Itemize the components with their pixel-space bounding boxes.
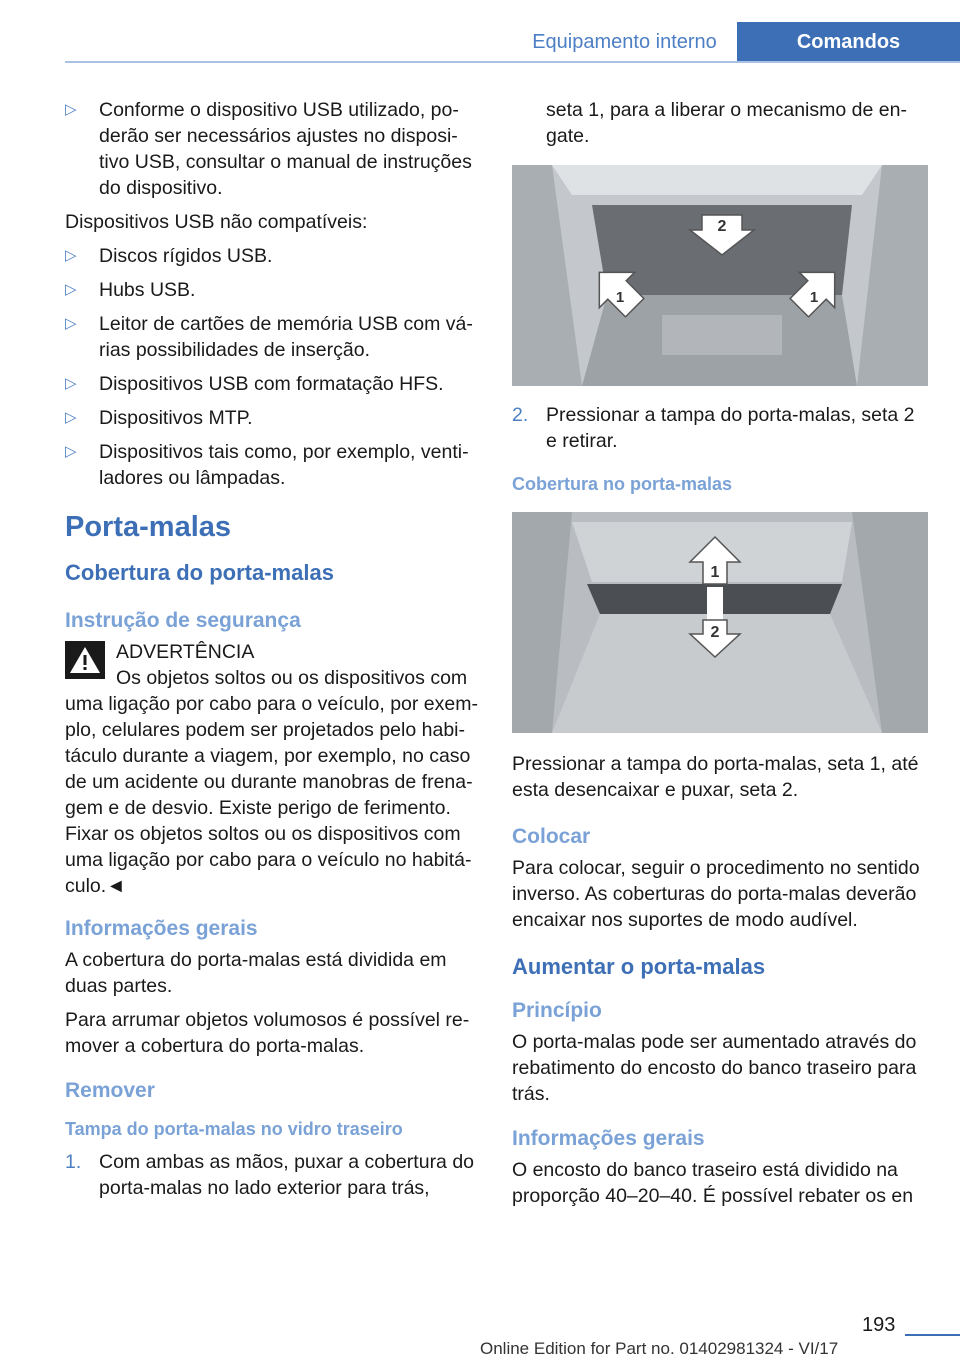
safety-heading: Instrução de segurança — [65, 609, 301, 632]
list-item: ▷ Leitor de cartões de memória USB com várias possibilidades de inserção. — [65, 313, 473, 361]
triangle-bullet-icon: ▷ — [65, 315, 77, 332]
trunk-cover-figure — [512, 512, 928, 733]
triangle-bullet-icon: ▷ — [65, 409, 77, 426]
page-number: 193 — [862, 1314, 896, 1336]
subsection-title: Cobertura do porta-malas — [65, 560, 334, 585]
header-chapter-tab[interactable]: Comandos — [737, 22, 960, 62]
usb-notes-list — [65, 97, 479, 201]
step-continuation: seta 1, para a liberar o mecanismo de engate. — [546, 99, 907, 147]
principio-paragraph: O porta-malas pode ser aumentado através do rebatimento do encosto do banco traseiro para trás. — [512, 1031, 917, 1105]
list-item: ▷ Conforme o dispositivo USB utilizado, poderão ser necessários ajustes no dispositivo USB, consultar o manual de instruções do dispositivo. — [65, 99, 472, 199]
incompatible-title: Dispositivos USB não compatíveis: — [65, 211, 368, 233]
list-item: ▷ Dispositivos tais como, por exemplo, ventiladores ou lâmpadas. — [65, 441, 469, 489]
list-item: ▷ Dispositivos USB com formatação HFS. — [65, 373, 444, 395]
remove-steps-cont — [512, 402, 928, 454]
edition-text: Online Edition for Part no. 01402981324 - VI/17 — [480, 1339, 839, 1358]
triangle-bullet-icon: ▷ — [65, 281, 77, 298]
info2-paragraph: O encosto do banco traseiro está dividido na proporção 40–20–40. É possível rebater os en — [512, 1159, 914, 1207]
list-item: 2. Pressionar a tampa do porta-malas, seta 2 e retirar. — [512, 404, 915, 452]
svg-text:2: 2 — [717, 218, 727, 235]
list-item: 1. Com ambas as mãos, puxar a cobertura do porta-malas no lado exterior para trás, — [65, 1151, 475, 1199]
footer-rule — [905, 1334, 960, 1336]
svg-text:1: 1 — [615, 289, 625, 306]
warning-block — [65, 639, 479, 899]
trunk-lid-figure — [512, 165, 928, 386]
colocar-heading: Colocar — [512, 825, 591, 848]
triangle-bullet-icon: ▷ — [65, 443, 77, 460]
list-item: ▷ Discos rígidos USB. — [65, 245, 273, 267]
header-section-tab[interactable]: Equipamento interno — [532, 30, 717, 53]
triangle-bullet-icon: ▷ — [65, 247, 77, 264]
triangle-bullet-icon: ▷ — [65, 101, 77, 118]
warning-triangle-icon — [65, 641, 105, 679]
info2-heading: Informações gerais — [512, 1127, 705, 1150]
right-column — [512, 97, 928, 1217]
info-heading: Informações gerais — [65, 917, 258, 940]
list-item: ▷ Hubs USB. — [65, 279, 196, 301]
info-paragraph: Para arrumar objetos volumosos é possível remover a cobertura do porta-malas. — [65, 1009, 470, 1057]
press-paragraph: Pressionar a tampa do porta-malas, seta 1, até esta desencaixar e puxar, seta 2. — [512, 753, 919, 801]
remove-steps — [65, 1149, 479, 1201]
svg-text:2: 2 — [710, 624, 720, 641]
svg-text:1: 1 — [809, 289, 819, 306]
info-paragraph: A cobertura do porta-malas está dividida em duas partes. — [65, 949, 447, 997]
header-rule — [65, 61, 960, 63]
remove-heading: Remover — [65, 1079, 155, 1102]
cobertura-heading: Cobertura no porta-malas — [512, 474, 733, 494]
aumentar-heading: Aumentar o porta-malas — [512, 954, 766, 979]
colocar-paragraph: Para colocar, seguir o procedimento no sentido inverso. As coberturas do porta-malas deverão encaixar nos suportes de modo audível. — [512, 857, 920, 931]
principio-heading: Princípio — [512, 999, 602, 1022]
section-title: Porta-malas — [65, 511, 232, 543]
left-column — [65, 97, 479, 1209]
triangle-bullet-icon: ▷ — [65, 375, 77, 392]
warning-title: ADVERTÊNCIA — [116, 641, 255, 663]
incompatible-list — [65, 243, 479, 491]
svg-text:1: 1 — [710, 564, 720, 581]
warning-text: Os objetos soltos ou os dispositivos com uma ligação por cabo para o veículo, por exemplo, celulares podem ser projetados pelo habitáculo durante a viagem, por exemplo, no caso de um acidente ou durante manobras de frenagem e de desvio. Existe perigo de ferimento. Fixar os objetos soltos ou os dispositivos com uma ligação por cabo para o veículo no habitáculo.◄ — [65, 667, 478, 897]
tampa-heading: Tampa do porta-malas no vidro traseiro — [65, 1119, 403, 1139]
list-item: ▷ Dispositivos MTP. — [65, 407, 253, 429]
